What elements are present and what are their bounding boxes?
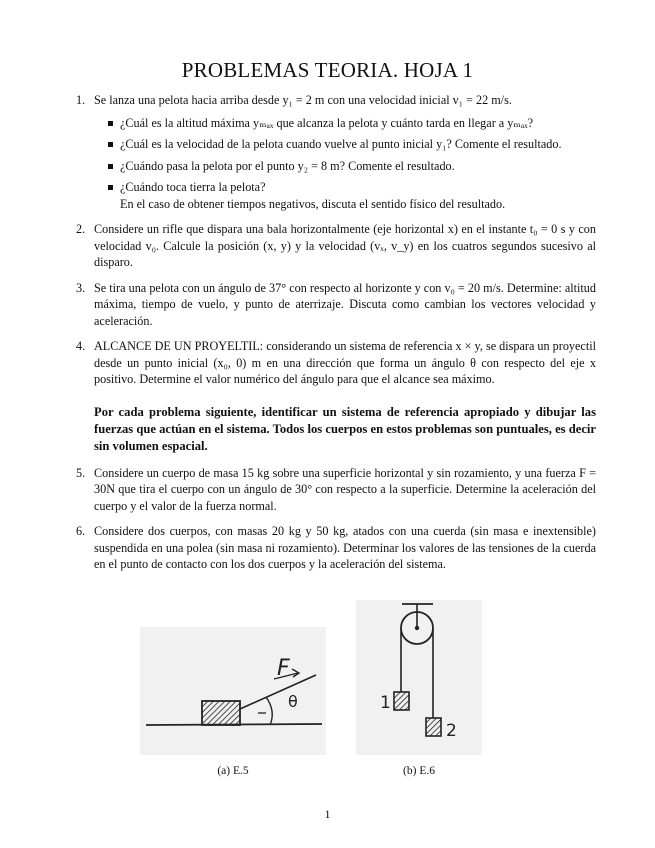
problem-number: 5. (76, 465, 86, 480)
figure-caption: (a) E.5 (217, 765, 249, 777)
mass-1-label: 1 (380, 693, 391, 713)
problem-4 (76, 338, 596, 388)
problem-list (76, 92, 596, 582)
problem-6 (76, 523, 596, 573)
problem-text: Considere un rifle que dispara una bala horizontalmente (eje horizontal x) en el instante t₀ = 0 s y con velocidad v₀. Calcule la posición (x, y) y la velocidad (vₓ, v_y) en los cuatros segundos sucesivo al disparo. (94, 222, 596, 269)
sub-question-list (94, 115, 596, 213)
problem-text: ALCANCE DE UN PROYELTIL: considerando un sistema de referencia x × y, se dispara un proyectil desde un punto inicial (x₀, 0) m en una dirección que forma un ángulo θ con respecto del eje x positivo. Determine el valor numérico del ángulo para que el alcance sea máximo. (94, 339, 596, 386)
sub-question: ¿Cuál es la altitud máxima yₘₐₓ que alcanza la pelota y cuánto tarda en llegar a yₘₐₓ? (106, 115, 596, 132)
figure-inclined-force (140, 627, 326, 755)
problem-number: 2. (76, 222, 86, 236)
sub-question (106, 179, 596, 212)
problem-2 (76, 221, 596, 271)
problem-number: 3. (76, 280, 86, 295)
instruction-note: Por cada problema siguiente, identificar un sistema de referencia apropiado y dibujar las fuerzas que actúan en el sistema. Todos los cuerpos en estos problemas son puntuales, es decir sin volumen espacial. (94, 404, 596, 453)
angle-label: θ (288, 692, 298, 711)
problem-number: 1. (76, 93, 86, 107)
figure-a-drawing (140, 627, 326, 755)
problem-text: Considere dos cuerpos, con masas 20 kg y 50 kg, atados con una cuerda (sin masa e inextensible) suspendida en una polea (sin masa ni rozamiento). Determinar los valores de las tensiones de la cuerda en el punto de contacto con los dos cuerpos y la aceleración del sistema. (94, 524, 596, 571)
force-label: F (277, 656, 290, 681)
block (202, 701, 240, 725)
figure-caption: (b) E.6 (403, 765, 435, 777)
problem-number: 4. (76, 339, 86, 353)
pulley-axle (415, 626, 419, 630)
problem-note: En el caso de obtener tiempos negativos, discuta el sentido físico del resultado. (120, 196, 506, 211)
problem-text: Se tira una pelota con un ángulo de 37° con respecto al horizonte y con v₀ = 20 m/s. Determine: altitud máxima, tiempo de vuelo, y punto de aterrizaje. Discuta como cambian los vectores velocidad y aceleración. (94, 280, 596, 328)
problem-3 (76, 280, 596, 330)
angle-arc (266, 697, 272, 725)
sub-question: ¿Cuándo pasa la pelota por el punto y₂ = 8 m? Comente el resultado. (106, 158, 596, 175)
sub-question: ¿Cuál es la velocidad de la pelota cuando vuelve al punto inicial y₁? Comente el resultado. (106, 136, 596, 153)
problem-5 (76, 465, 596, 515)
figure-pulley (356, 600, 482, 755)
mass-2-label: 2 (446, 721, 457, 741)
problem-text: Se lanza una pelota hacia arriba desde y₁ = 2 m con una velocidad inicial v₁ = 22 m/s. (94, 93, 512, 107)
figure-b-drawing (356, 600, 482, 755)
problem-1 (76, 92, 596, 212)
page-title: PROBLEMAS TEORIA. HOJA 1 (181, 58, 474, 82)
page-number: 1 (324, 807, 331, 821)
sub-question-text: ¿Cuándo toca tierra la pelota? (120, 180, 266, 194)
problem-text: Considere un cuerpo de masa 15 kg sobre una superficie horizontal y sin rozamiento, y una fuerza F = 30N que tira el cuerpo con un ángulo de 30° con respecto a la superficie. Determine la aceleración del cuerpo y el valor de la fuerza normal. (94, 465, 596, 513)
mass-1 (394, 692, 409, 710)
problem-number: 6. (76, 524, 86, 538)
mass-2 (426, 718, 441, 736)
